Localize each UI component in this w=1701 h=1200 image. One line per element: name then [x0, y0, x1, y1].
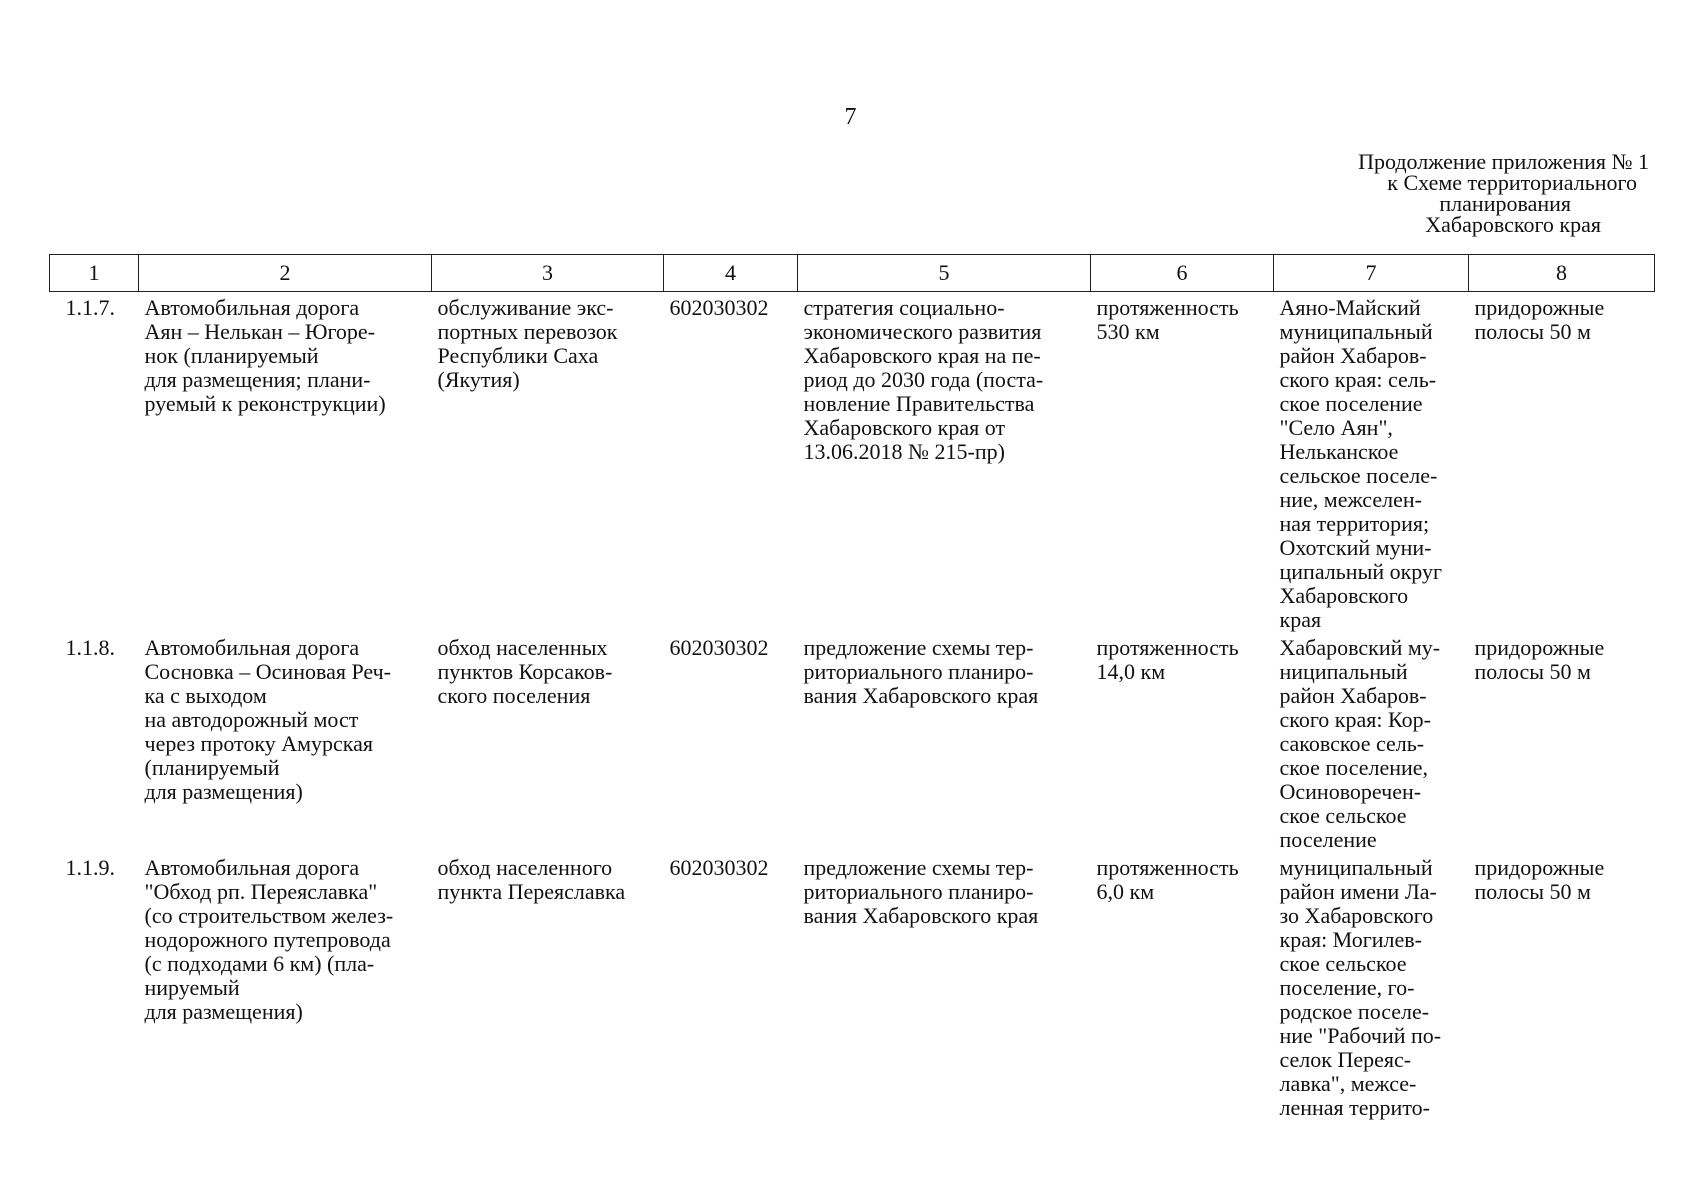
- objects-table: [49, 254, 1655, 1120]
- cell-text-line: 602030302: [669, 295, 769, 320]
- cell-object-name: [139, 852, 432, 1120]
- column-header-8: 8: [1469, 255, 1655, 292]
- cell-text-line: ка с выходом: [144, 683, 267, 708]
- cell-text-line: для размещения; плани-: [144, 367, 371, 392]
- cell-location: [1274, 852, 1469, 1120]
- cell-text-line: Хабаровского края от: [803, 415, 1006, 440]
- table-row: [50, 852, 1655, 1120]
- cell-text-line: нодорожного путепровода: [144, 927, 391, 952]
- column-header-7: 7: [1274, 255, 1469, 292]
- cell-text-line: ское поселение: [1279, 391, 1423, 416]
- cell-text-line: пунктов Корсаков-: [437, 659, 613, 684]
- cell-text-line: портных перевозок: [437, 319, 618, 344]
- appendix-heading-line-1: Продолжение приложения № 1: [1358, 149, 1649, 174]
- cell-location: [1274, 632, 1469, 852]
- cell-text-line: полосы 50 м: [1474, 319, 1591, 344]
- cell-text-line: протяженность: [1096, 855, 1239, 880]
- cell-text-line: протяженность: [1096, 635, 1239, 660]
- page-number: 7: [844, 104, 857, 130]
- cell-text-line: обслуживание экс-: [437, 295, 614, 320]
- cell-text-line: 1.1.7.: [65, 295, 115, 320]
- cell-text-line: 602030302: [669, 855, 769, 880]
- cell-zones: [1469, 292, 1655, 633]
- cell-text-line: протяженность: [1096, 295, 1239, 320]
- cell-text-line: вания Хабаровского края: [803, 903, 1039, 928]
- cell-zones: [1469, 632, 1655, 852]
- cell-text-line: Охотский муни-: [1279, 535, 1432, 560]
- cell-text-line: ское сельское: [1279, 951, 1407, 976]
- cell-text-line: Автомобильная дорога: [144, 855, 360, 880]
- cell-characteristics: [1091, 632, 1274, 852]
- cell-text-line: нируемый: [144, 975, 240, 1000]
- cell-text-line: Автомобильная дорога: [144, 635, 360, 660]
- cell-text-line: Сосновка – Осиновая Реч-: [144, 659, 392, 684]
- cell-text-line: лавка", межсе-: [1279, 1071, 1417, 1096]
- cell-text-line: обход населенных: [437, 635, 608, 660]
- cell-purpose: [432, 292, 664, 633]
- cell-text-line: Хабаровского края на пе-: [803, 343, 1041, 368]
- cell-text-line: стратегия социально-: [803, 295, 1005, 320]
- cell-text-line: Аяно-Майский: [1279, 295, 1421, 320]
- cell-basis: [798, 292, 1091, 633]
- table-header-row: [50, 255, 1655, 292]
- cell-text-line: края: [1279, 607, 1322, 632]
- cell-text-line: поселение: [1279, 827, 1377, 852]
- cell-text-line: ского края: сель-: [1279, 367, 1437, 392]
- cell-text-line: Республики Саха: [437, 343, 599, 368]
- column-header-1: 1: [50, 255, 139, 292]
- cell-number: [50, 632, 139, 852]
- cell-text-line: новление Правительства: [803, 391, 1035, 416]
- appendix-heading: [1229, 151, 1649, 235]
- cell-zones: [1469, 852, 1655, 1120]
- cell-text-line: муниципальный: [1279, 855, 1433, 880]
- appendix-heading-line-3: планирования: [1439, 191, 1571, 216]
- cell-text-line: 13.06.2018 № 215-пр): [803, 439, 1005, 464]
- cell-purpose: [432, 852, 664, 1120]
- cell-number: [50, 292, 139, 633]
- cell-characteristics: [1091, 292, 1274, 633]
- cell-text-line: район Хабаров-: [1279, 343, 1427, 368]
- cell-text-line: риториального планиро-: [803, 659, 1034, 684]
- cell-text-line: сельское поселе-: [1279, 463, 1438, 488]
- column-header-5: 5: [798, 255, 1091, 292]
- cell-text-line: придорожные: [1474, 855, 1605, 880]
- cell-text-line: (со строительством желез-: [144, 903, 394, 928]
- cell-object-code: [664, 292, 798, 633]
- column-header-3: 3: [432, 255, 664, 292]
- cell-text-line: для размещения): [144, 999, 303, 1024]
- cell-text-line: 6,0 км: [1096, 879, 1155, 904]
- cell-purpose: [432, 632, 664, 852]
- cell-text-line: родское поселе-: [1279, 999, 1430, 1024]
- cell-text-line: на автодорожный мост: [144, 707, 359, 732]
- cell-text-line: ципальный округ: [1279, 559, 1443, 584]
- cell-text-line: "Село Аян",: [1279, 415, 1393, 440]
- cell-text-line: ние, межселен-: [1279, 487, 1422, 512]
- cell-text-line: предложение схемы тер-: [803, 855, 1034, 880]
- cell-basis: [798, 852, 1091, 1120]
- cell-text-line: Нельканское: [1279, 439, 1399, 464]
- cell-text-line: ское поселение,: [1279, 755, 1429, 780]
- cell-text-line: ленная террито-: [1279, 1095, 1430, 1120]
- cell-object-name: [139, 292, 432, 633]
- appendix-heading-line-4: Хабаровского края: [1425, 212, 1601, 237]
- cell-text-line: саковское сель-: [1279, 731, 1425, 756]
- cell-text-line: (Якутия): [437, 367, 520, 392]
- cell-text-line: муниципальный: [1279, 319, 1433, 344]
- cell-text-line: полосы 50 м: [1474, 659, 1591, 684]
- cell-text-line: 602030302: [669, 635, 769, 660]
- cell-text-line: придорожные: [1474, 295, 1605, 320]
- cell-text-line: риториального планиро-: [803, 879, 1034, 904]
- cell-text-line: руемый к реконструкции): [144, 391, 386, 416]
- cell-text-line: район Хабаров-: [1279, 683, 1427, 708]
- cell-text-line: 14,0 км: [1096, 659, 1166, 684]
- cell-text-line: предложение схемы тер-: [803, 635, 1034, 660]
- cell-text-line: (планируемый: [144, 755, 280, 780]
- cell-text-line: риод до 2030 года (поста-: [803, 367, 1044, 392]
- cell-text-line: пункта Переяславка: [437, 879, 626, 904]
- cell-text-line: Автомобильная дорога: [144, 295, 360, 320]
- column-header-2: 2: [139, 255, 432, 292]
- cell-text-line: ского края: Кор-: [1279, 707, 1431, 732]
- column-header-4: 4: [664, 255, 798, 292]
- cell-text-line: ние "Рабочий по-: [1279, 1023, 1442, 1048]
- table-row: [50, 632, 1655, 852]
- cell-text-line: 1.1.8.: [65, 635, 115, 660]
- cell-text-line: 530 км: [1096, 319, 1160, 344]
- cell-text-line: вания Хабаровского края: [803, 683, 1039, 708]
- cell-text-line: полосы 50 м: [1474, 879, 1591, 904]
- table-row: [50, 292, 1655, 633]
- cell-object-code: [664, 632, 798, 852]
- cell-text-line: зо Хабаровского: [1279, 903, 1434, 928]
- cell-text-line: ское сельское: [1279, 803, 1407, 828]
- cell-text-line: ниципальный: [1279, 659, 1408, 684]
- cell-text-line: придорожные: [1474, 635, 1605, 660]
- cell-text-line: (с подходами 6 км) (пла-: [144, 951, 375, 976]
- cell-text-line: ная территория;: [1279, 511, 1430, 536]
- cell-text-line: нок (планируемый: [144, 343, 319, 368]
- cell-location: [1274, 292, 1469, 633]
- cell-text-line: для размещения): [144, 779, 303, 804]
- cell-text-line: "Обход рп. Переяславка": [144, 879, 378, 904]
- column-header-6: 6: [1091, 255, 1274, 292]
- cell-text-line: через протоку Амурская: [144, 731, 374, 756]
- cell-text-line: ского поселения: [437, 683, 591, 708]
- cell-text-line: экономического развития: [803, 319, 1042, 344]
- cell-text-line: поселение, го-: [1279, 975, 1415, 1000]
- cell-text-line: 1.1.9.: [65, 855, 115, 880]
- cell-text-line: Хабаровский му-: [1279, 635, 1441, 660]
- cell-text-line: селок Переяс-: [1279, 1047, 1412, 1072]
- cell-object-code: [664, 852, 798, 1120]
- cell-basis: [798, 632, 1091, 852]
- cell-text-line: Осиноворечен-: [1279, 779, 1422, 804]
- cell-text-line: район имени Ла-: [1279, 879, 1437, 904]
- cell-characteristics: [1091, 852, 1274, 1120]
- cell-text-line: Аян – Нелькан – Югоре-: [144, 319, 376, 344]
- cell-text-line: обход населенного: [437, 855, 613, 880]
- appendix-heading-line-2: к Схеме территориального: [1387, 170, 1637, 195]
- cell-text-line: края: Могилев-: [1279, 927, 1422, 952]
- cell-object-name: [139, 632, 432, 852]
- cell-number: [50, 852, 139, 1120]
- cell-text-line: Хабаровского: [1279, 583, 1409, 608]
